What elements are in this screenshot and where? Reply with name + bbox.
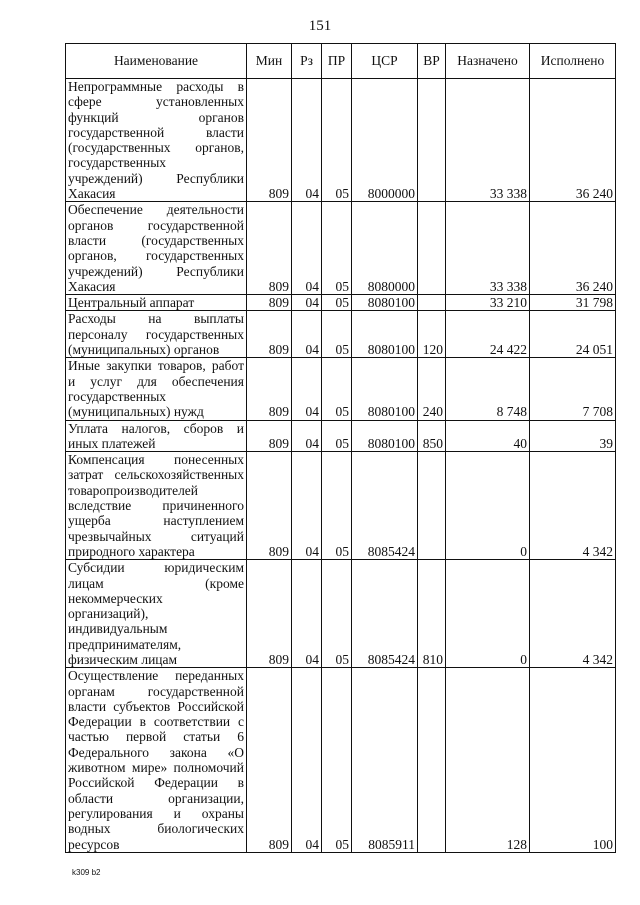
footer-code: k309 b2 [72, 868, 101, 877]
row-name: Центральный аппарат [66, 295, 247, 311]
row-name: Субсидии юридическим лицам (кроме некоммерческих организаций), индивидуальным предпринимателям, физическим лицам [66, 560, 247, 668]
row-min: 809 [247, 452, 292, 560]
row-csr: 8080000 [352, 202, 418, 295]
header-min: Мин [247, 44, 292, 79]
row-min: 809 [247, 202, 292, 295]
row-name: Обеспечение деятельности органов государственной власти (государственных органов, государственных учреждений) Республики Хакасия [66, 202, 247, 295]
row-pr: 05 [322, 668, 352, 853]
header-assigned: Назначено [446, 44, 530, 79]
row-name: Непрограммные расходы в сфере установленных функций органов государственной власти (государственных органов, государственных учреждений) Республики Хакасия [66, 79, 247, 202]
row-executed: 31 798 [530, 295, 616, 311]
row-assigned: 0 [446, 452, 530, 560]
row-csr: 8085424 [352, 452, 418, 560]
row-assigned: 0 [446, 560, 530, 668]
table-row [66, 311, 616, 358]
row-name: Иные закупки товаров, работ и услуг для обеспечения государственных (муниципальных) нужд [66, 358, 247, 420]
row-rz: 04 [292, 560, 322, 668]
header-vr: ВР [418, 44, 446, 79]
row-csr: 8080100 [352, 311, 418, 358]
row-min: 809 [247, 560, 292, 668]
table-row [66, 295, 616, 311]
row-vr [418, 452, 446, 560]
row-vr: 120 [418, 311, 446, 358]
row-executed: 4 342 [530, 560, 616, 668]
row-assigned: 8 748 [446, 358, 530, 420]
row-executed: 4 342 [530, 452, 616, 560]
row-executed: 24 051 [530, 311, 616, 358]
row-csr: 8085911 [352, 668, 418, 853]
row-csr: 8080100 [352, 420, 418, 452]
row-name: Уплата налогов, сборов и иных платежей [66, 420, 247, 452]
row-pr: 05 [322, 420, 352, 452]
row-pr: 05 [322, 560, 352, 668]
table-row [66, 79, 616, 202]
row-executed: 7 708 [530, 358, 616, 420]
row-vr [418, 202, 446, 295]
row-rz: 04 [292, 420, 322, 452]
row-name: Компенсация понесенных затрат сельскохозяйственных товаропроизводителей вследствие причиненного ущерба наступлением чрезвычайных ситуаций природного характера [66, 452, 247, 560]
row-min: 809 [247, 668, 292, 853]
table-row [66, 560, 616, 668]
row-min: 809 [247, 358, 292, 420]
row-min: 809 [247, 420, 292, 452]
row-vr: 810 [418, 560, 446, 668]
row-rz: 04 [292, 358, 322, 420]
table-row [66, 668, 616, 853]
row-executed: 36 240 [530, 79, 616, 202]
row-assigned: 33 338 [446, 79, 530, 202]
row-name: Расходы на выплаты персоналу государственных (муниципальных) органов [66, 311, 247, 358]
row-assigned: 24 422 [446, 311, 530, 358]
header-executed: Исполнено [530, 44, 616, 79]
row-executed: 39 [530, 420, 616, 452]
row-vr [418, 79, 446, 202]
row-vr: 850 [418, 420, 446, 452]
row-executed: 100 [530, 668, 616, 853]
row-csr: 8085424 [352, 560, 418, 668]
table-row [66, 420, 616, 452]
row-rz: 04 [292, 295, 322, 311]
row-assigned: 33 210 [446, 295, 530, 311]
row-csr: 8080100 [352, 295, 418, 311]
row-csr: 8080100 [352, 358, 418, 420]
header-rz: Рз [292, 44, 322, 79]
row-vr [418, 668, 446, 853]
row-pr: 05 [322, 79, 352, 202]
header-csr: ЦСР [352, 44, 418, 79]
row-min: 809 [247, 311, 292, 358]
row-vr [418, 295, 446, 311]
page-number: 151 [308, 18, 332, 34]
row-pr: 05 [322, 311, 352, 358]
row-rz: 04 [292, 668, 322, 853]
row-pr: 05 [322, 452, 352, 560]
row-rz: 04 [292, 311, 322, 358]
row-rz: 04 [292, 202, 322, 295]
table-header-row [66, 44, 616, 79]
row-rz: 04 [292, 79, 322, 202]
row-vr: 240 [418, 358, 446, 420]
row-assigned: 128 [446, 668, 530, 853]
row-executed: 36 240 [530, 202, 616, 295]
row-pr: 05 [322, 295, 352, 311]
header-name: Наименование [66, 44, 247, 79]
row-rz: 04 [292, 452, 322, 560]
row-pr: 05 [322, 358, 352, 420]
table-row [66, 202, 616, 295]
row-assigned: 33 338 [446, 202, 530, 295]
row-pr: 05 [322, 202, 352, 295]
header-pr: ПР [322, 44, 352, 79]
row-assigned: 40 [446, 420, 530, 452]
row-csr: 8000000 [352, 79, 418, 202]
row-min: 809 [247, 79, 292, 202]
table-row [66, 452, 616, 560]
table-row [66, 358, 616, 420]
row-min: 809 [247, 295, 292, 311]
row-name: Осуществление переданных органам государственной власти субъектов Российской Федерации в соответствии с частью первой статьи 6 Федерального закона «О животном мире» полномочий Российской Федерации в области организации, регулирования и охраны водных биологических ресурсов [66, 668, 247, 853]
budget-table [65, 43, 616, 853]
